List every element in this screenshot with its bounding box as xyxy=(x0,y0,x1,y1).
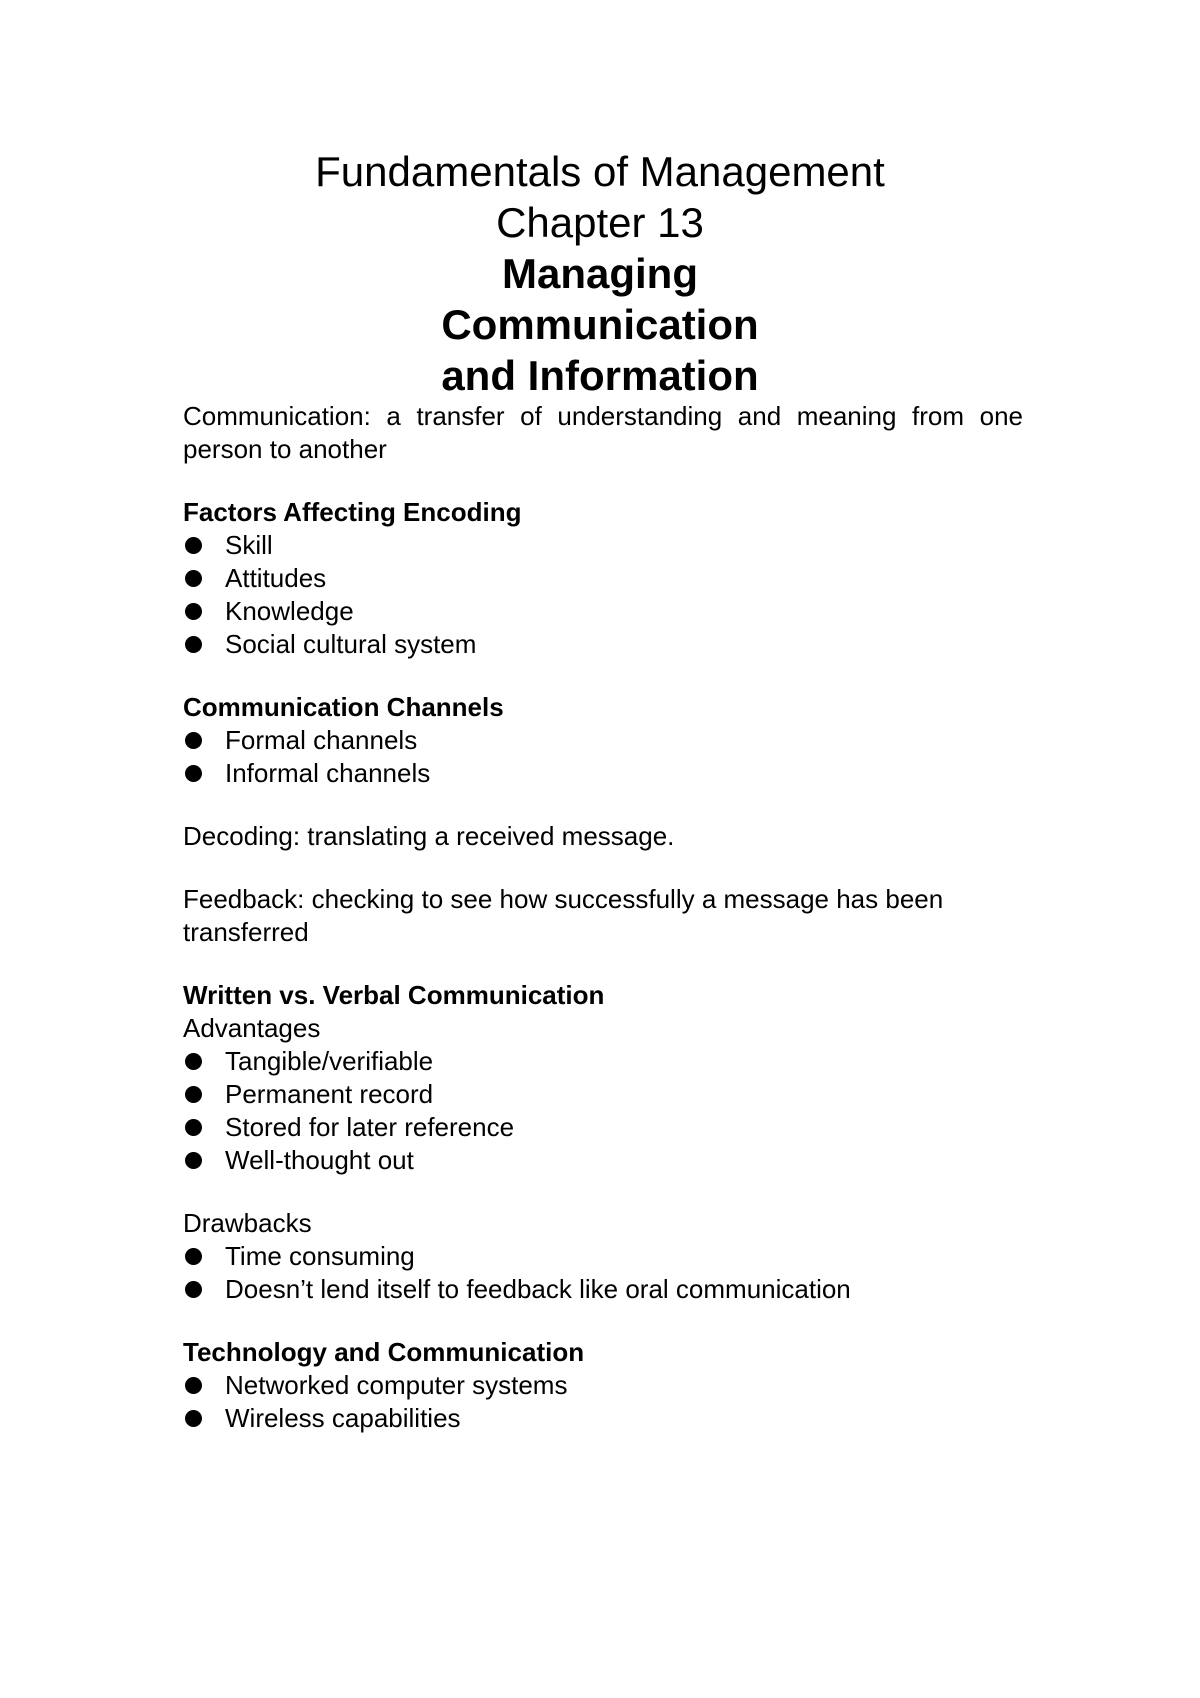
bullet-dot-icon xyxy=(185,765,202,782)
list-item-text: Permanent record xyxy=(225,1079,434,1109)
bullet-dot-icon xyxy=(185,1248,202,1265)
list-item-text: Time consuming xyxy=(225,1241,415,1271)
list-item xyxy=(183,628,1023,661)
technology-list xyxy=(183,1369,1023,1435)
list-item xyxy=(183,1369,1023,1402)
list-item-text: Formal channels xyxy=(225,725,418,755)
encoding-heading: Factors Affecting Encoding xyxy=(183,497,522,527)
list-item xyxy=(183,1402,1023,1435)
list-item-text: Knowledge xyxy=(225,596,354,626)
title-line-5: and Information xyxy=(441,352,759,399)
spacer xyxy=(183,466,1023,496)
list-item-text: Stored for later reference xyxy=(225,1112,515,1142)
document-content xyxy=(183,400,1023,1435)
encoding-list xyxy=(183,529,1023,661)
list-item-text: Wireless capabilities xyxy=(225,1403,461,1433)
title-line-4: Communication xyxy=(441,301,759,348)
advantages-label: Advantages xyxy=(183,1013,321,1043)
drawbacks-list xyxy=(183,1240,1023,1306)
bullet-dot-icon xyxy=(185,537,202,554)
list-item-text: Networked computer systems xyxy=(225,1370,568,1400)
list-item xyxy=(183,1144,1023,1177)
technology-heading: Technology and Communication xyxy=(183,1337,585,1367)
bullet-dot-icon xyxy=(185,732,202,749)
list-item xyxy=(183,529,1023,562)
list-item xyxy=(183,595,1023,628)
list-item xyxy=(183,1078,1023,1111)
list-item-text: Well-thought out xyxy=(225,1145,414,1175)
bullet-dot-icon xyxy=(185,570,202,587)
list-item-text: Skill xyxy=(225,530,273,560)
spacer xyxy=(183,1306,1023,1336)
bullet-dot-icon xyxy=(185,603,202,620)
title-line-1: Fundamentals of Management xyxy=(315,148,885,195)
communication-definition: Communication: a transfer of understanding and meaning from one person to another xyxy=(183,401,1023,464)
list-item-text: Doesn’t lend itself to feedback like oral communication xyxy=(225,1274,851,1304)
list-item-text: Informal channels xyxy=(225,758,431,788)
channels-list xyxy=(183,724,1023,790)
channels-heading: Communication Channels xyxy=(183,692,504,722)
written-verbal-heading: Written vs. Verbal Communication xyxy=(183,980,605,1010)
list-item xyxy=(183,757,1023,790)
bullet-dot-icon xyxy=(185,1281,202,1298)
list-item xyxy=(183,724,1023,757)
list-item xyxy=(183,1111,1023,1144)
title-block xyxy=(0,146,1200,401)
list-item xyxy=(183,562,1023,595)
list-item xyxy=(183,1045,1023,1078)
list-item xyxy=(183,1240,1023,1273)
bullet-dot-icon xyxy=(185,1377,202,1394)
bullet-dot-icon xyxy=(185,1053,202,1070)
spacer xyxy=(183,790,1023,820)
spacer xyxy=(183,853,1023,883)
title-line-3: Managing xyxy=(502,250,698,297)
bullet-dot-icon xyxy=(185,1119,202,1136)
bullet-dot-icon xyxy=(185,636,202,653)
list-item-text: Social cultural system xyxy=(225,629,477,659)
bullet-dot-icon xyxy=(185,1086,202,1103)
feedback-definition: Feedback: checking to see how successfully a message has been transferred xyxy=(183,884,944,947)
list-item xyxy=(183,1273,1023,1306)
advantages-list xyxy=(183,1045,1023,1177)
list-item-text: Attitudes xyxy=(225,563,327,593)
decoding-definition: Decoding: translating a received message. xyxy=(183,821,675,851)
spacer xyxy=(183,1177,1023,1207)
bullet-dot-icon xyxy=(185,1410,202,1427)
spacer xyxy=(183,949,1023,979)
list-item-text: Tangible/verifiable xyxy=(225,1046,434,1076)
drawbacks-label: Drawbacks xyxy=(183,1208,312,1238)
title-line-2: Chapter 13 xyxy=(496,199,704,246)
spacer xyxy=(183,661,1023,691)
bullet-dot-icon xyxy=(185,1152,202,1169)
